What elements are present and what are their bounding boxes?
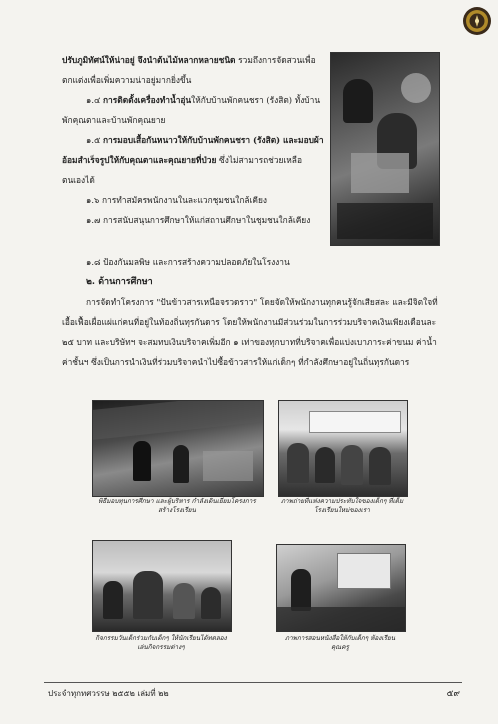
footer-publication: ประจำทุกทศวรรษ ๒๕๕๒ เล่มที่ ๒๒ xyxy=(48,689,169,698)
item-1-8: ๑.๘ ป้องกันมลพิษ และการสร้างความปลอดภัยในโรงงาน xyxy=(86,257,290,267)
education-section xyxy=(62,252,442,372)
item-1-4: ๑.๔ การติดตั้งเครื่องทำน้ำอุ่นให้กับบ้านพักคนชรา (รังสิต) ทั้งบ้านพักคุณตาและบ้านพักคุณยาย xyxy=(62,95,321,125)
paragraph-landscape: ปรับภูมิทัศน์ให้น่าอยู่ จึงนำต้นไม้หลากหลายชนิด รวมถึงการจัดสวนเพื่อตกแต่งเพื่อเพิ่มความน่าอยู่มากยิ่งขึ้น xyxy=(62,55,316,85)
caption-photo-2: ภาพถ่ายที่แห่งความประทับใจของเด็กๆ ที่เต็มโรงเรียนใหม่ของเรา xyxy=(280,497,404,514)
caption-photo-1: พิธีมอบทุนการศึกษา และผู้บริหาร กำลังเดินเยี่ยมโครงการสร้างโรงเรียน xyxy=(98,497,256,514)
organization-seal-icon xyxy=(462,6,492,36)
item-1-7: ๑.๗ การสนับสนุนการศึกษาให้แก่สถานศึกษาในชุมชนใกล้เคียง xyxy=(86,215,311,225)
page-number: ๕๙ xyxy=(446,689,460,699)
photo-children-day xyxy=(92,540,232,632)
caption-photo-4: ภาพการสอนหนังสือให้กับเด็กๆ ห้องเรียนคุณครู xyxy=(284,634,396,651)
photo-classroom-teaching xyxy=(276,544,406,632)
section-heading-education: ๒. ด้านการศึกษา xyxy=(86,277,153,287)
page-footer xyxy=(44,682,462,703)
item-1-6: ๑.๖ การทำสมัครพนักงานในละแวกชุมชนใกล้เคียง xyxy=(86,195,268,205)
photo-children-group xyxy=(278,400,408,497)
photo-school-visit xyxy=(92,400,264,497)
paragraph-rice-project: การจัดทำโครงการ "ปันข้าวสารเหนือจรวดราว" โดยจัดให้พนักงานทุกคนรู้จักเสียสละ และมีจิตใจที่เอื้อเฟื้อเผื่อแผ่แก่คนที่อยู่ในท้องถิ่นทุรกันดาร โดยให้พนักงานมีส่วนร่วมในการร่วมบริจาคเงินเพียงเดือนละ ๒๕ บาท และบริษัทฯ จะสมทบเงินบริจาคเพิ่มอีก ๑ เท่าของทุกบาทที่บริจาคเพื่อแบ่งเบาภาระค่าขนม ค่าน้ำ ค่าชั้นฯ ซึ่งเป็นการนำเงินที่ร่วมบริจาคนำไปซื้อข้าวสารให้แก่เด็กๆ ที่กำลังศึกษาอยู่ในถิ่นทุรกันดาร xyxy=(62,297,438,367)
intro-text-column xyxy=(62,50,324,230)
item-1-5: ๑.๕ การมอบเสื้อกันหนาวให้กับบ้านพักคนชรา (รังสิต) และมอบผ้าอ้อมสำเร็จรูปให้กับคุณตาและคุณยายที่ป่วย ซึ่งไม่สามารถช่วยเหลือตนเองได้ xyxy=(62,135,324,185)
caption-photo-3: กิจกรรมวันเด็กร่วมกับเด็กๆ ให้นักเรียนได้ทดลองเล่นกิจกรรมต่างๆ xyxy=(95,634,227,651)
activity-photo-top xyxy=(330,52,440,246)
